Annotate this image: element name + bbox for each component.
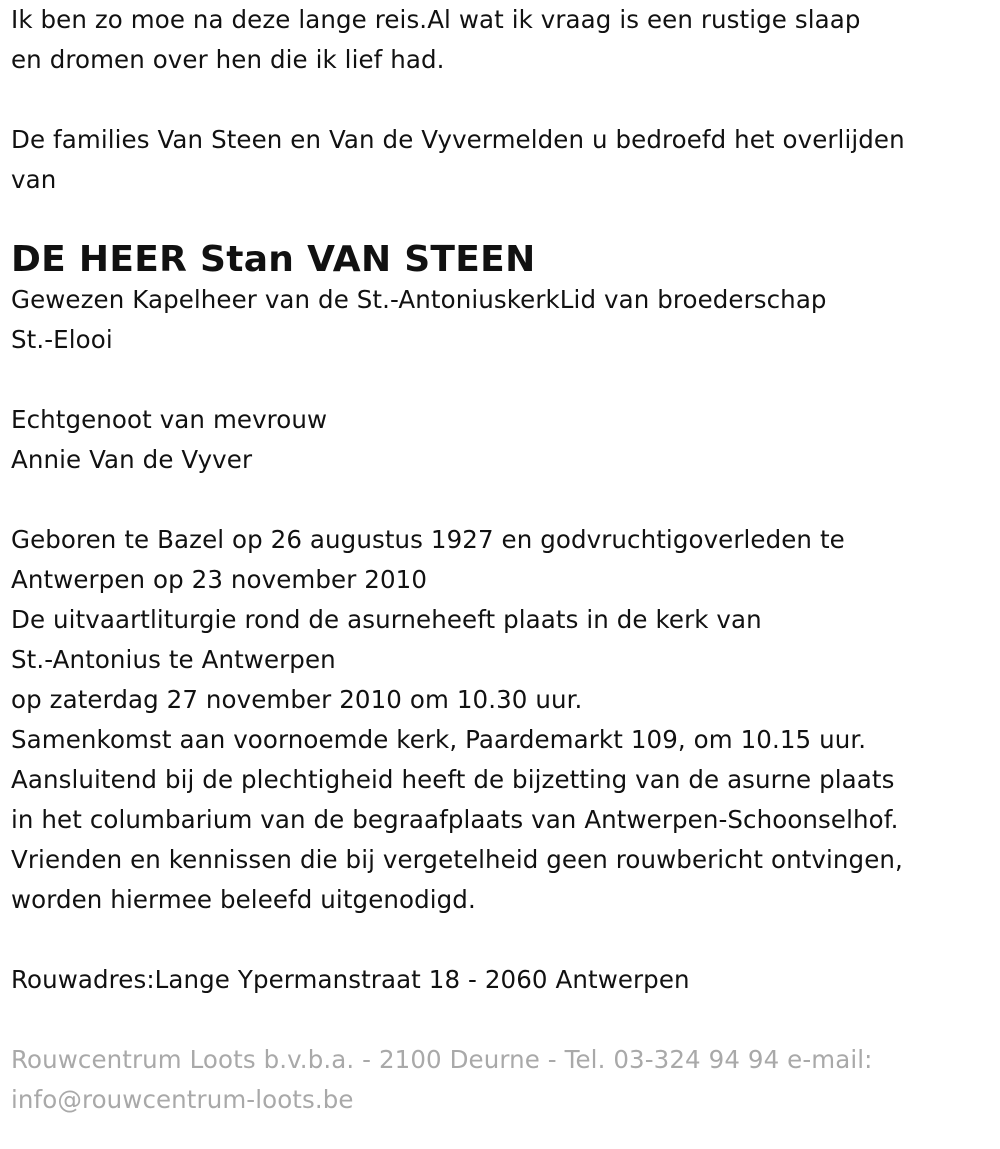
deceased-role-line-2: St.-Elooi [11,325,113,354]
details-line: op zaterdag 27 november 2010 om 10.30 uur. [11,685,583,714]
intro-line-1: De families Van Steen en Van de Vyvermelden u bedroefd het overlijden [11,125,905,154]
details-line: Antwerpen op 23 november 2010 [11,565,428,594]
footer-email-link[interactable]: info@rouwcentrum-loots.be [11,1085,354,1114]
deceased-role-line-1: Gewezen Kapelheer van de St.-AntoniuskerkLid van broederschap [11,285,827,314]
details-line: De uitvaartliturgie rond de asurneheeft plaats in de kerk van [11,605,762,634]
spouse-line-1: Echtgenoot van mevrouw [11,405,328,434]
deceased-section [11,240,1000,360]
poem-line-1: Ik ben zo moe na deze lange reis.Al wat ik vraag is een rustige slaap [11,5,861,34]
intro-section [11,120,1000,200]
deceased-name: DE HEER Stan VAN STEEN [11,239,536,280]
details-line: Geboren te Bazel op 26 augustus 1927 en godvruchtigoverleden te [11,525,845,554]
poem-section [11,0,1000,80]
details-line: Vrienden en kennissen die bij vergetelheid geen rouwbericht ontvingen, [11,845,903,874]
poem-line-2: en dromen over hen die ik lief had. [11,45,445,74]
details-line: St.-Antonius te Antwerpen [11,645,336,674]
details-line: Samenkomst aan voornoemde kerk, Paardemarkt 109, om 10.15 uur. [11,725,867,754]
footer-line-1: Rouwcentrum Loots b.v.b.a. - 2100 Deurne - Tel. 03-324 94 94 e-mail: [11,1045,873,1074]
spouse-section [11,400,1000,480]
spouse-line-2: Annie Van de Vyver [11,445,253,474]
spacer [11,1000,1000,1040]
details-line: Aansluitend bij de plechtigheid heeft de bijzetting van de asurne plaats [11,765,895,794]
spacer [11,360,1000,400]
funeral-home-footer [11,1040,1000,1120]
details-line: worden hiermee beleefd uitgenodigd. [11,885,476,914]
mourning-address: Rouwadres:Lange Ypermanstraat 18 - 2060 Antwerpen [11,965,690,994]
details-line: in het columbarium van de begraafplaats van Antwerpen-Schoonselhof. [11,805,899,834]
spacer [11,80,1000,120]
spacer [11,200,1000,240]
spacer [11,480,1000,520]
details-section [11,520,1000,920]
intro-line-2: van [11,165,57,194]
spacer [11,920,1000,960]
